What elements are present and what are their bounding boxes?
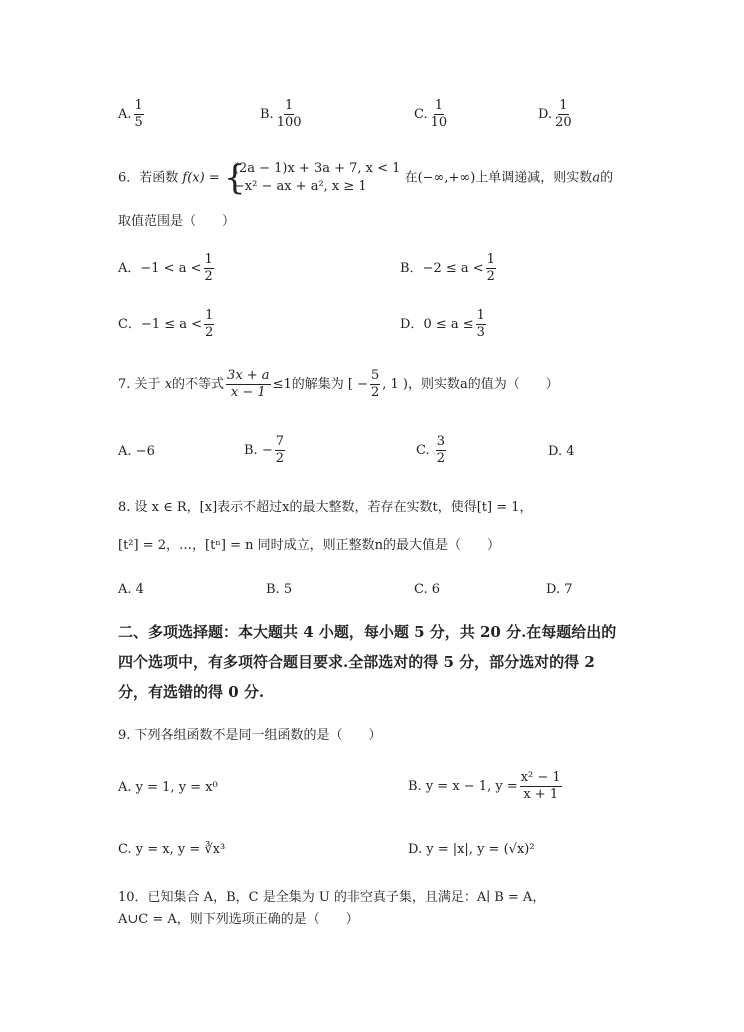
q7-option-b[interactable]: B. − $\frac{7}{2}$ xyxy=(244,434,285,466)
q5-option-b[interactable]: B. $\frac{1}{100}$ xyxy=(260,98,302,130)
q9-option-d[interactable]: D. y = |x|, y = (√x)² xyxy=(408,842,535,857)
q8-option-a[interactable]: A. 4 xyxy=(118,582,144,597)
fraction: $\frac{1}{5}$ xyxy=(134,98,143,130)
fraction: $\frac{\text{x² − 1}}{x + 1}$ xyxy=(520,770,561,802)
q7-option-d[interactable]: D. 4 xyxy=(548,444,575,459)
fraction: $\frac{5}{2}$ xyxy=(370,368,380,400)
fraction: $\frac{1}{10}$ xyxy=(430,98,448,130)
fraction: $\frac{3}{2}$ xyxy=(436,434,446,466)
q8-option-d[interactable]: D. 7 xyxy=(546,582,573,597)
q6-stem: 6．若函数 f(x) = { (2a − 1)x + 3a + 7, x < 1 −x² − ax + a², x ≥ 1 在(−∞,+∞)上单调递减，则实数a的 xyxy=(118,158,614,198)
section-heading-line1: 二、多项选择题：本大题共 4 小题，每小题 5 分，共 20 分.在每题给出的 xyxy=(118,623,617,641)
fraction: $\frac{1}{3}$ xyxy=(476,308,485,340)
fraction: $\frac{1}{2}$ xyxy=(486,252,495,284)
q9-option-b[interactable]: B. y = x − 1, y = $\frac{\text{x² − 1}}{x + 1}$ xyxy=(408,770,561,802)
q5-option-c[interactable]: C. $\frac{1}{10}$ xyxy=(414,98,448,130)
section-heading-line3: 分，有选错的得 0 分. xyxy=(118,683,265,701)
q7-stem: 7. 关于 x的不等式 $\frac{3x + a}{x - 1}$ ≤1的解集为 [ − $\frac{5}{2}$ , 1 )，则实数a的值为（ ） xyxy=(118,368,559,400)
q6-stem-line2: 取值范围是（ ） xyxy=(118,214,236,229)
q9-option-c[interactable]: C. y = x, y = ∛x³ xyxy=(118,842,226,857)
q6-option-d[interactable]: D．0 ≤ a ≤ $\frac{1}{3}$ xyxy=(400,308,485,340)
fraction: $\frac{1}{100}$ xyxy=(276,98,302,130)
q8-stem-line1: 8. 设 x ∈ R，[x]表示不超过x的最大整数，若存在实数t，使得[t] = 1， xyxy=(118,500,533,515)
interval: [ − $\frac{5}{2}$ , 1 ) xyxy=(347,368,409,400)
fraction: $\frac{1}{20}$ xyxy=(555,98,572,130)
section-heading-line2: 四个选项中，有多项符合题目要求.全部选对的得 5 分，部分选对的得 2 xyxy=(118,653,595,671)
q6-option-b[interactable]: B．−2 ≤ a < $\frac{1}{2}$ xyxy=(400,252,495,284)
fraction: $\frac{7}{2}$ xyxy=(275,434,285,466)
q7-option-c[interactable]: C. $\frac{3}{2}$ xyxy=(416,434,446,466)
q8-option-c[interactable]: C. 6 xyxy=(414,582,441,597)
brace-icon: { xyxy=(223,158,246,198)
q9-option-a[interactable]: A. y = 1, y = x⁰ xyxy=(118,780,218,795)
q5-option-d[interactable]: D. $\frac{1}{20}$ xyxy=(538,98,572,130)
q6-option-a[interactable]: A．−1 < a < $\frac{1}{2}$ xyxy=(118,252,213,284)
q10-stem-line1: 10．已知集合 A，B，C 是全集为 U 的非空真子集，且满足：A∣ B = A， xyxy=(118,890,546,905)
piecewise-function: { (2a − 1)x + 3a + 7, x < 1 −x² − ax + a², x ≥ 1 xyxy=(223,158,401,198)
fraction: $\frac{1}{2}$ xyxy=(205,308,214,340)
q10-stem-line2: A∪C = A，则下列选项正确的是（ ） xyxy=(118,912,359,927)
q5-option-a[interactable]: A. $\frac{1}{5}$ xyxy=(118,98,143,130)
q8-option-b[interactable]: B. 5 xyxy=(266,582,293,597)
q8-stem-line2: [t²] = 2，…，[tⁿ] = n 同时成立，则正整数n的最大值是（ ） xyxy=(118,538,501,553)
fraction: $\frac{1}{2}$ xyxy=(204,252,213,284)
q7-option-a[interactable]: A. −6 xyxy=(118,444,155,459)
q9-stem: 9. 下列各组函数不是同一组函数的是（ ） xyxy=(118,728,382,743)
q6-option-c[interactable]: C．−1 ≤ a < $\frac{1}{2}$ xyxy=(118,308,214,340)
fraction: $\frac{3x + a}{x - 1}$ xyxy=(227,368,270,400)
